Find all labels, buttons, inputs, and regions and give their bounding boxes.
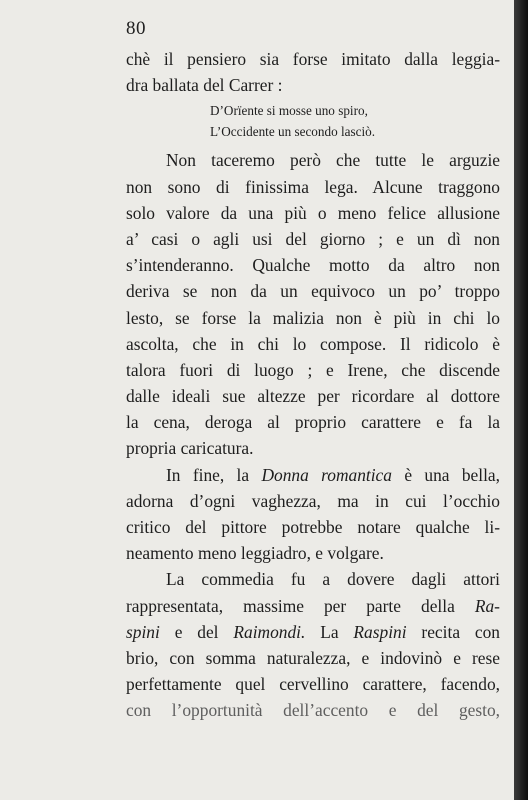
actor-name-italic: Raimondi. — [233, 621, 306, 642]
text-line: propria caricatura. — [126, 438, 254, 459]
text-line: talora fuori di luogo ; e Irene, che discende — [126, 359, 500, 380]
verse-line: L’Occidente un secondo lasciò. — [210, 124, 376, 140]
text-line: solo valore da una più o meno felice allusione — [126, 202, 500, 223]
text-run: e del — [174, 621, 219, 642]
text-line: a’ casi o agli usi del giorno ; e un dì non — [126, 228, 500, 249]
text-line: lesto, se forse la malizia non è più in chi lo — [126, 307, 500, 328]
text-run: rappresentata, massime per parte della — [126, 595, 455, 616]
text-run: In fine, la — [166, 464, 250, 485]
body-text — [126, 46, 500, 724]
text-run: è una bella, — [404, 464, 500, 485]
text-line: brio, con somma naturalezza, e indovinò e rese — [126, 647, 500, 668]
actor-name-italic: Raspini — [353, 621, 407, 642]
actor-name-italic: Ra- — [474, 595, 500, 616]
text-line: con l’opportunità dell’accento e del gesto, — [126, 700, 500, 721]
paragraph-first-line: Non taceremo però che tutte le arguzie — [166, 150, 500, 171]
page-number: 80 — [126, 18, 146, 39]
text-line: s’intenderanno. Qualche motto da altro non — [126, 255, 500, 276]
paragraph-first-line: La commedia fu a dovere dagli attori — [166, 569, 500, 590]
text-line: adorna d’ogni vaghezza, ma in cui l’occhio — [126, 490, 500, 511]
work-title-italic: Donna romantica — [261, 464, 392, 485]
verse-line: D’Orïente si mosse uno spiro, — [210, 103, 368, 119]
text-line: ascolta, che in chi lo compose. Il ridicolo è — [126, 333, 500, 354]
actor-name-italic: spini — [126, 621, 160, 642]
text-line: non sono di finissima lega. Alcune traggono — [126, 176, 500, 197]
text-line: neamento meno leggiadro, e volgare. — [126, 543, 384, 564]
text-line: la cena, deroga al proprio carattere e fa la — [126, 412, 500, 433]
text-line: dra ballata del Carrer : — [126, 75, 283, 96]
text-line: perfettamente quel cervellino carattere, facendo, — [126, 674, 500, 695]
text-run: recita con — [421, 621, 500, 642]
text-line — [126, 619, 500, 645]
text-line: chè il pensiero sia forse imitato dalla leggia- — [126, 49, 500, 69]
text-line: critico del pittore potrebbe notare qualche li- — [126, 517, 500, 537]
text-line: dalle ideali sue altezze per ricordare al dottore — [126, 386, 500, 407]
text-line — [126, 593, 500, 619]
paragraph-first-line — [126, 462, 500, 488]
text-line: deriva se non da un equivoco un po’ troppo — [126, 281, 500, 302]
book-spine-edge — [514, 0, 528, 800]
text-run: La — [320, 621, 339, 642]
